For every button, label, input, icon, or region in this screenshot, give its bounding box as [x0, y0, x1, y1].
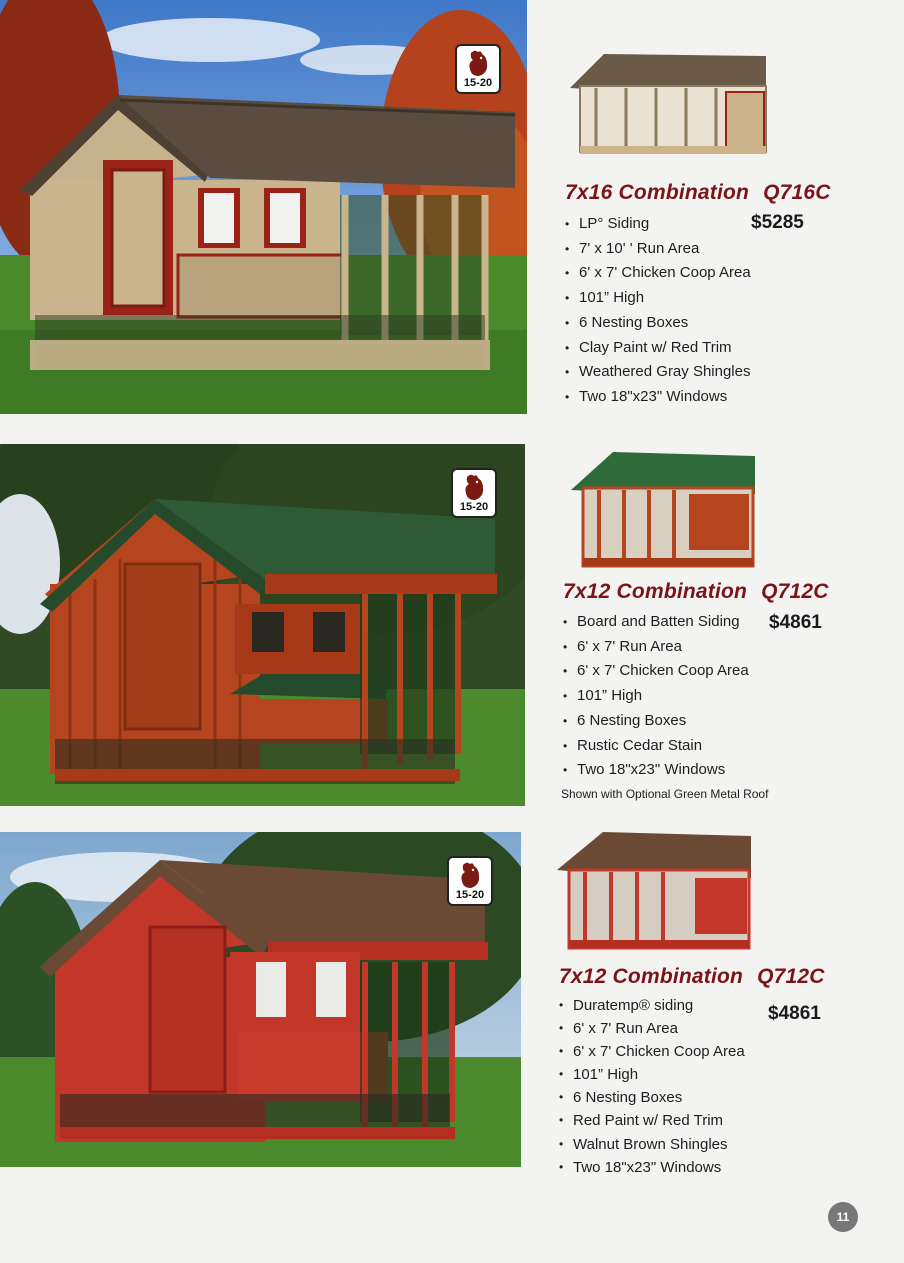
- page-number: 11: [828, 1202, 858, 1232]
- product-title-q712c-red: [559, 965, 825, 989]
- product-name: 7x12 Combination: [563, 580, 748, 603]
- coop-thumbnail-q712c-cedar: [569, 448, 757, 572]
- spec-item: • 6 Nesting Boxes: [565, 311, 751, 336]
- spec-item: • Red Paint w/ Red Trim: [559, 1109, 745, 1132]
- rooster-icon: [465, 49, 491, 79]
- flock-size-badge: [455, 44, 501, 94]
- spec-item: • 101” High: [559, 1063, 745, 1086]
- spec-item: • 101” High: [565, 286, 751, 311]
- spec-item: • 6 Nesting Boxes: [563, 709, 749, 734]
- spec-item: • 101” High: [563, 684, 749, 709]
- spec-list-q712c-red: [559, 994, 745, 1179]
- spec-item: • Board and Batten Siding: [563, 610, 749, 635]
- flock-size-label: 15-20: [455, 889, 485, 901]
- product-title-q712c-cedar: [563, 580, 829, 604]
- spec-item: • 7' x 10' ' Run Area: [565, 237, 751, 262]
- spec-item: • Weathered Gray Shingles: [565, 360, 751, 385]
- spec-item: • Clay Paint w/ Red Trim: [565, 336, 751, 361]
- coop-thumbnail-q716c: [566, 46, 772, 160]
- product-code: Q712C: [761, 580, 829, 603]
- spec-item: • Duratemp® siding: [559, 994, 745, 1017]
- coop-photo-q712c-cedar: [0, 444, 525, 806]
- optional-roof-note: Shown with Optional Green Metal Roof: [561, 787, 769, 801]
- product-name: 7x16 Combination: [565, 181, 750, 204]
- spec-item: • Two 18"x23" Windows: [559, 1156, 745, 1179]
- spec-item: • 6' x 7' Chicken Coop Area: [559, 1040, 745, 1063]
- flock-size-label: 15-20: [463, 77, 493, 89]
- spec-list-q716c: [565, 212, 751, 410]
- spec-item: • Rustic Cedar Stain: [563, 734, 749, 759]
- coop-photo-q712c-red: [0, 832, 521, 1167]
- product-code: Q712C: [757, 965, 825, 988]
- rooster-icon: [457, 861, 483, 891]
- coop-photo-q716c: [0, 0, 527, 414]
- flock-size-badge: [451, 468, 497, 518]
- spec-item: • 6' x 7' Run Area: [559, 1017, 745, 1040]
- spec-item: • Two 18"x23" Windows: [565, 385, 751, 410]
- flock-size-label: 15-20: [459, 501, 489, 513]
- spec-item: • 6 Nesting Boxes: [559, 1086, 745, 1109]
- coop-thumbnail-q712c-red: [555, 828, 755, 956]
- flock-size-badge: [447, 856, 493, 906]
- price-q712c-red: $4861: [768, 1003, 821, 1024]
- spec-item: • LP° Siding: [565, 212, 751, 237]
- rooster-icon: [461, 473, 487, 503]
- product-title-q716c: [565, 181, 831, 205]
- spec-item: • Two 18"x23" Windows: [563, 758, 749, 783]
- spec-item: • Walnut Brown Shingles: [559, 1133, 745, 1156]
- product-code: Q716C: [763, 181, 831, 204]
- product-name: 7x12 Combination: [559, 965, 744, 988]
- spec-item: • 6' x 7' Chicken Coop Area: [565, 261, 751, 286]
- price-q716c: $5285: [751, 212, 804, 233]
- price-q712c-cedar: $4861: [769, 612, 822, 633]
- spec-item: • 6' x 7' Chicken Coop Area: [563, 659, 749, 684]
- spec-list-q712c-cedar: [563, 610, 749, 783]
- spec-item: • 6' x 7' Run Area: [563, 635, 749, 660]
